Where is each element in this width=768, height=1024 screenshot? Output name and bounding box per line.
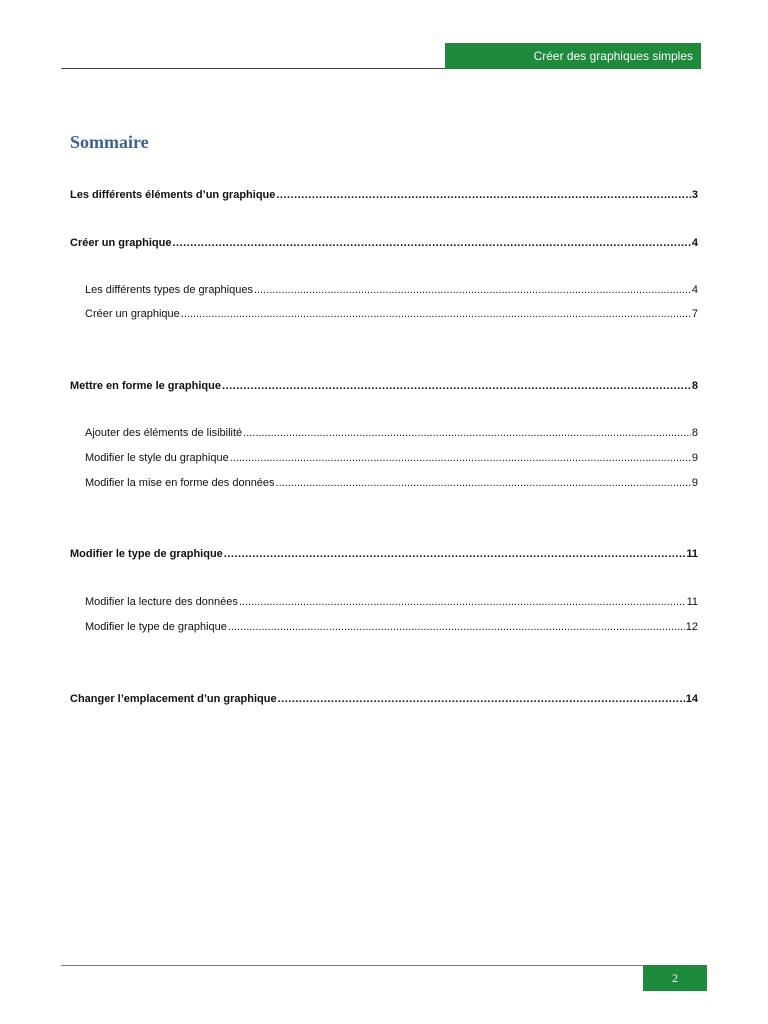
toc-subentry[interactable] (85, 451, 698, 465)
header-title-tab (445, 43, 701, 69)
toc-subentry[interactable] (85, 307, 698, 321)
toc-entry[interactable] (70, 547, 698, 561)
toc-entry-label: Modifier la mise en forme des données (85, 477, 275, 489)
toc-leader-dots (278, 692, 685, 706)
toc-entry-label: Créer un graphique (85, 308, 180, 320)
toc-leader-dots (276, 476, 691, 490)
toc-leader-dots (239, 595, 686, 609)
toc-entry-label: Les différents types de graphiques (85, 284, 253, 296)
toc-leader-dots (181, 307, 691, 321)
toc-entry-label: Ajouter des éléments de lisibilité (85, 427, 243, 439)
toc-entry-page: 11 (686, 596, 698, 608)
toc-subentry[interactable] (85, 595, 698, 609)
toc-entry-page: 8 (691, 380, 698, 392)
toc-entry-label: Modifier le type de graphique (85, 621, 227, 633)
header-title: Créer des graphiques simples (533, 49, 693, 63)
toc-entry-page: 8 (691, 427, 698, 439)
toc-entry-label: Changer l’emplacement d’un graphique (70, 693, 277, 705)
footer-rule (61, 965, 643, 966)
toc-entry-label: Modifier la lecture des données (85, 596, 238, 608)
toc-entry[interactable] (70, 236, 698, 250)
toc-entry-label: Mettre en forme le graphique (70, 380, 221, 392)
toc-entry[interactable] (70, 379, 698, 393)
toc-leader-dots (230, 451, 691, 465)
toc-entry-page: 3 (691, 189, 698, 201)
toc-leader-dots (243, 426, 691, 440)
toc-leader-dots (276, 188, 691, 202)
toc-entry-label: Les différents éléments d’un graphique (70, 189, 276, 201)
footer-page-tab (643, 965, 707, 991)
page-number: 2 (672, 970, 678, 985)
toc-title: Sommaire (70, 132, 149, 152)
toc-entry[interactable] (70, 692, 698, 706)
toc-leader-dots (222, 379, 691, 393)
toc-entry-label: Créer un graphique (70, 237, 172, 249)
toc-subentry[interactable] (85, 426, 698, 440)
toc-entry-label: Modifier le style du graphique (85, 452, 229, 464)
toc-entry[interactable] (70, 188, 698, 202)
toc-leader-dots (228, 620, 685, 634)
toc-subentry[interactable] (85, 476, 698, 490)
toc-entry-label: Modifier le type de graphique (70, 548, 223, 560)
toc-entry-page: 9 (691, 477, 698, 489)
toc-entry-page: 7 (691, 308, 698, 320)
toc-subentry[interactable] (85, 283, 698, 297)
toc-entry-page: 9 (691, 452, 698, 464)
toc-entry-page: 14 (685, 693, 698, 705)
toc-leader-dots (254, 283, 691, 297)
toc-leader-dots (224, 547, 686, 561)
toc-entry-page: 4 (691, 237, 698, 249)
toc-entry-page: 11 (686, 548, 698, 560)
toc-entry-page: 12 (685, 621, 698, 633)
toc-subentry[interactable] (85, 620, 698, 634)
toc-entry-page: 4 (691, 284, 698, 296)
toc-leader-dots (172, 236, 690, 250)
